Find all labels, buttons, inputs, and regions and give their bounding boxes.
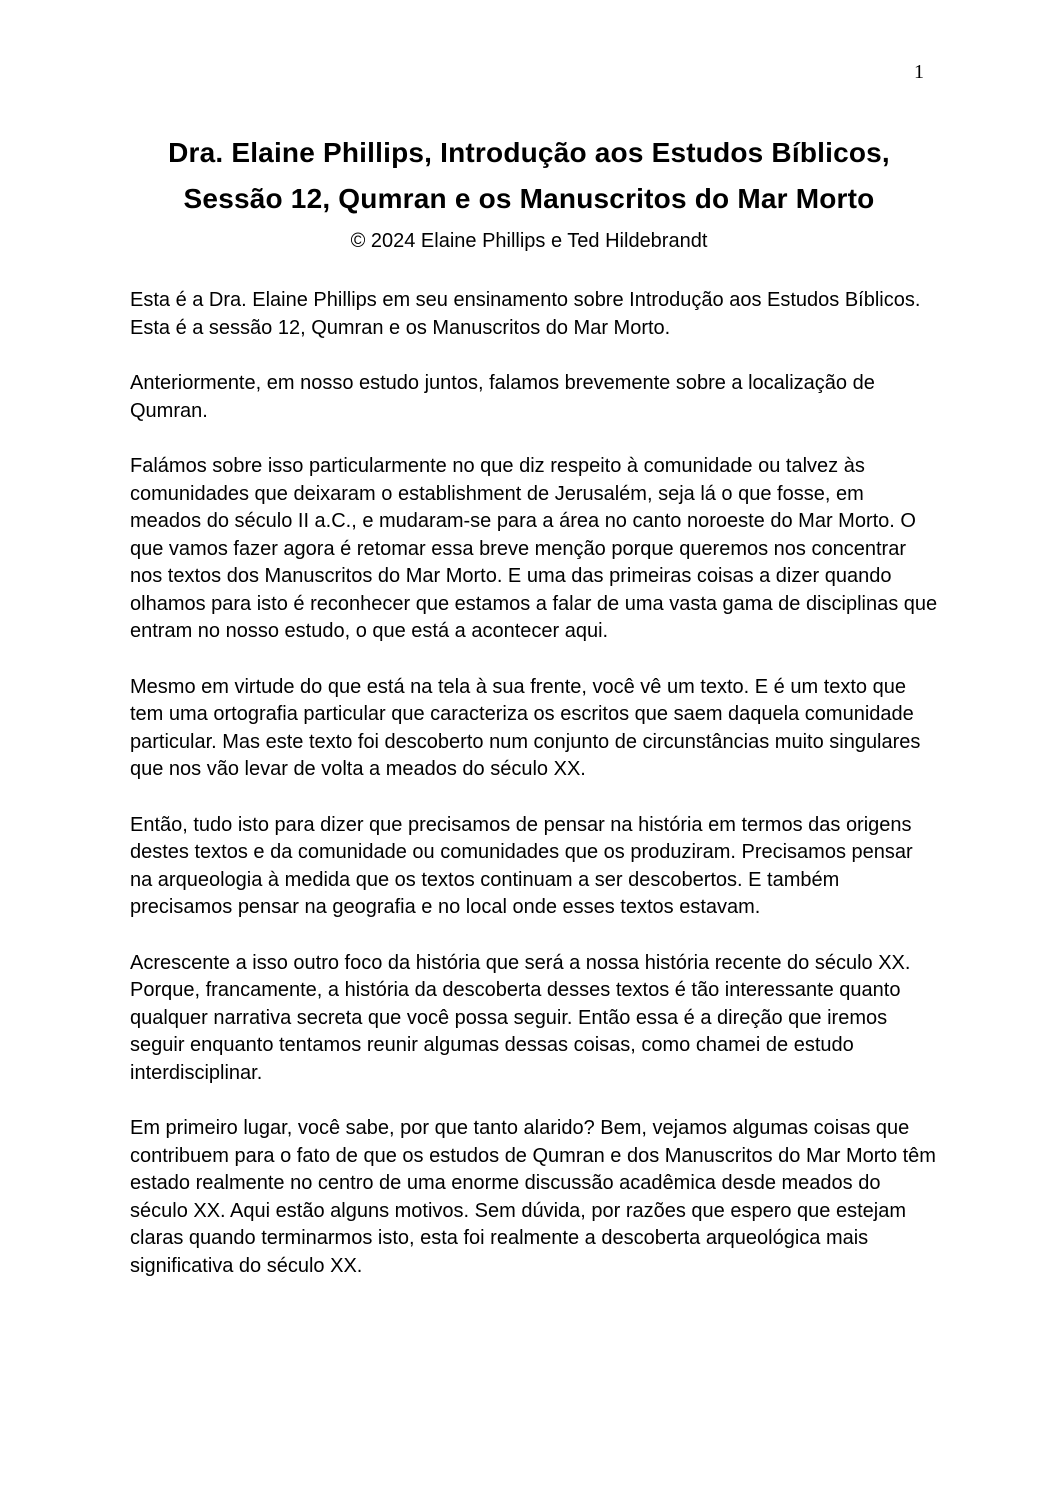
document-title	[99, 130, 959, 222]
paragraph-4: Mesmo em virtude do que está na tela à sua frente, você vê um texto. E é um texto que tem uma ortografia particular que caracteriza os escritos que saem daquela comunidade particular. Mas este texto foi descoberto num conjunto de circunstâncias muito singulares que nos vão levar de volta a meados do século XX.	[130, 675, 921, 780]
copyright-line: © 2024 Elaine Phillips e Ted Hildebrandt	[350, 230, 708, 252]
paragraph-2: Anteriormente, em nosso estudo juntos, falamos brevemente sobre a localização de Qumran.	[130, 372, 875, 422]
document-body	[130, 287, 938, 1280]
paragraph-3: Falámos sobre isso particularmente no que diz respeito à comunidade ou talvez às comunidades que deixaram o establishment de Jerusalém, seja lá o que fosse, em meados do século II a.C., e mudaram-se para a área no canto noroeste do Mar Morto. O que vamos fazer agora é retomar essa breve menção porque queremos nos concentrar nos textos dos Manuscritos do Mar Morto. E uma das primeiras coisas a dizer quando olhamos para isto é reconhecer que estamos a falar de uma vasta gama de disciplinas que entram no nosso estudo, o que está a acontecer aqui.	[130, 455, 938, 642]
paragraph-6: Acrescente a isso outro foco da história que será a nossa história recente do século XX. Porque, francamente, a história da descoberta desses textos é tão interessante quanto qualquer narrativa secreta que você possa seguir. Então essa é a direção que iremos seguir enquanto tentamos reunir algumas dessas coisas, como chamei de estudo interdisciplinar.	[130, 951, 911, 1084]
page-number: 1	[914, 61, 924, 83]
paragraph-7: Em primeiro lugar, você sabe, por que tanto alarido? Bem, vejamos algumas coisas que contribuem para o fato de que os estudos de Qumran e dos Manuscritos do Mar Morto têm estado realmente no centro de uma enorme discussão acadêmica desde meados do século XX. Aqui estão alguns motivos. Sem dúvida, por razões que espero que estejam claras quando terminarmos isto, esta foi realmente a descoberta arqueológica mais significativa do século XX.	[130, 1117, 936, 1277]
paragraph-1: Esta é a Dra. Elaine Phillips em seu ensinamento sobre Introdução aos Estudos Bíblicos. Esta é a sessão 12, Qumran e os Manuscritos do Mar Morto.	[130, 289, 921, 339]
document-header	[99, 0, 959, 254]
document-title-line-1: Dra. Elaine Phillips, Introdução aos Estudos Bíblicos,	[168, 137, 890, 168]
document-title-line-2: Sessão 12, Qumran e os Manuscritos do Mar Morto	[183, 183, 875, 214]
paragraph-5: Então, tudo isto para dizer que precisamos de pensar na história em termos das origens destes textos e da comunidade ou comunidades que os produziram. Precisamos pensar na arqueologia à medida que os textos continuam a ser descobertos. E também precisamos pensar na geografia e no local onde esses textos estavam.	[130, 813, 913, 918]
